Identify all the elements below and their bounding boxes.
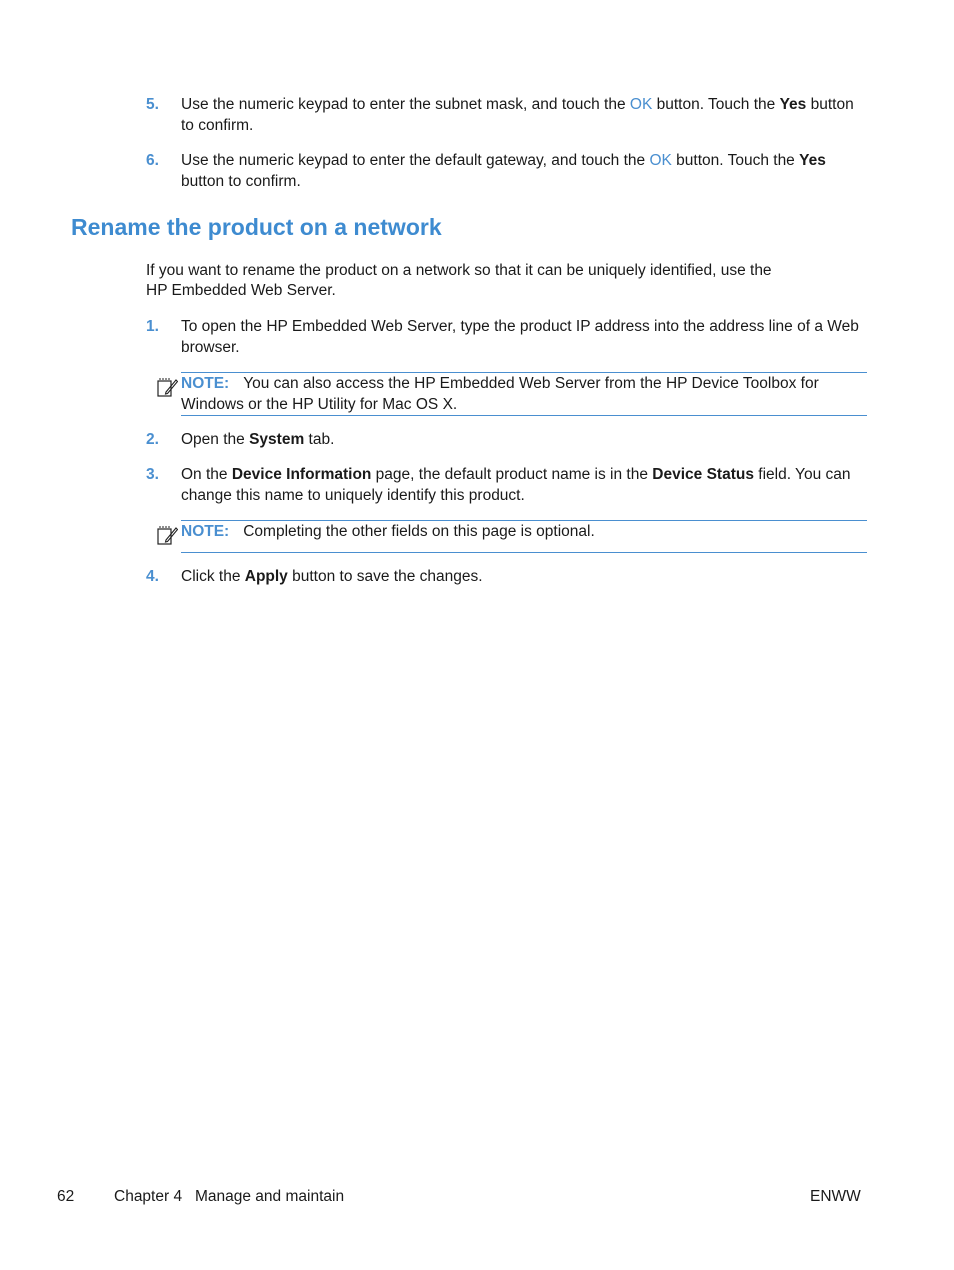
step-text: Open the System tab. (181, 431, 335, 448)
step-text: Click the Apply button to save the changes. (181, 568, 483, 585)
step-2 (146, 429, 868, 450)
step-5 (146, 94, 868, 136)
note-box (181, 372, 867, 416)
step-text: Use the numeric keypad to enter the default gateway, and touch the OK button. Touch the Yes button to confirm. (181, 152, 826, 190)
step-number: 4. (146, 568, 159, 585)
note-text: You can also access the HP Embedded Web Server from the HP Device Toolbox for Windows or the HP Utility for Mac OS X. (181, 375, 819, 413)
ok-button-label: OK (629, 96, 653, 113)
page-number: 62 (57, 1188, 75, 1205)
step-1 (146, 316, 868, 358)
note-icon (156, 524, 178, 546)
note-box (181, 520, 867, 553)
note-label: NOTE: (181, 523, 230, 540)
note-text: Completing the other fields on this page is optional. (243, 523, 595, 540)
step-number: 5. (146, 96, 159, 113)
note-label: NOTE: (181, 375, 230, 392)
note-icon (156, 376, 178, 398)
step-text: Use the numeric keypad to enter the subnet mask, and touch the OK button. Touch the Yes button to confirm. (181, 96, 854, 134)
step-number: 6. (146, 152, 159, 169)
ok-button-label: OK (649, 152, 672, 169)
step-4 (146, 566, 868, 587)
intro-paragraph: If you want to rename the product on a network so that it can be uniquely identified, use the HP Embedded Web Server. (146, 262, 772, 299)
step-3 (146, 464, 868, 506)
step-text: To open the HP Embedded Web Server, type the product IP address into the address line of a Web browser. (181, 318, 859, 356)
footer-label: ENWW (810, 1188, 861, 1205)
step-number: 1. (146, 318, 159, 335)
chapter-title: Chapter 4 Manage and maintain (114, 1188, 345, 1205)
step-text: On the Device Information page, the default product name is in the Device Status field. You can change this name to uniquely identify this product. (181, 466, 851, 504)
step-number: 3. (146, 466, 159, 483)
step-number: 2. (146, 431, 159, 448)
section-heading: Rename the product on a network (71, 214, 442, 240)
step-6 (146, 150, 868, 192)
